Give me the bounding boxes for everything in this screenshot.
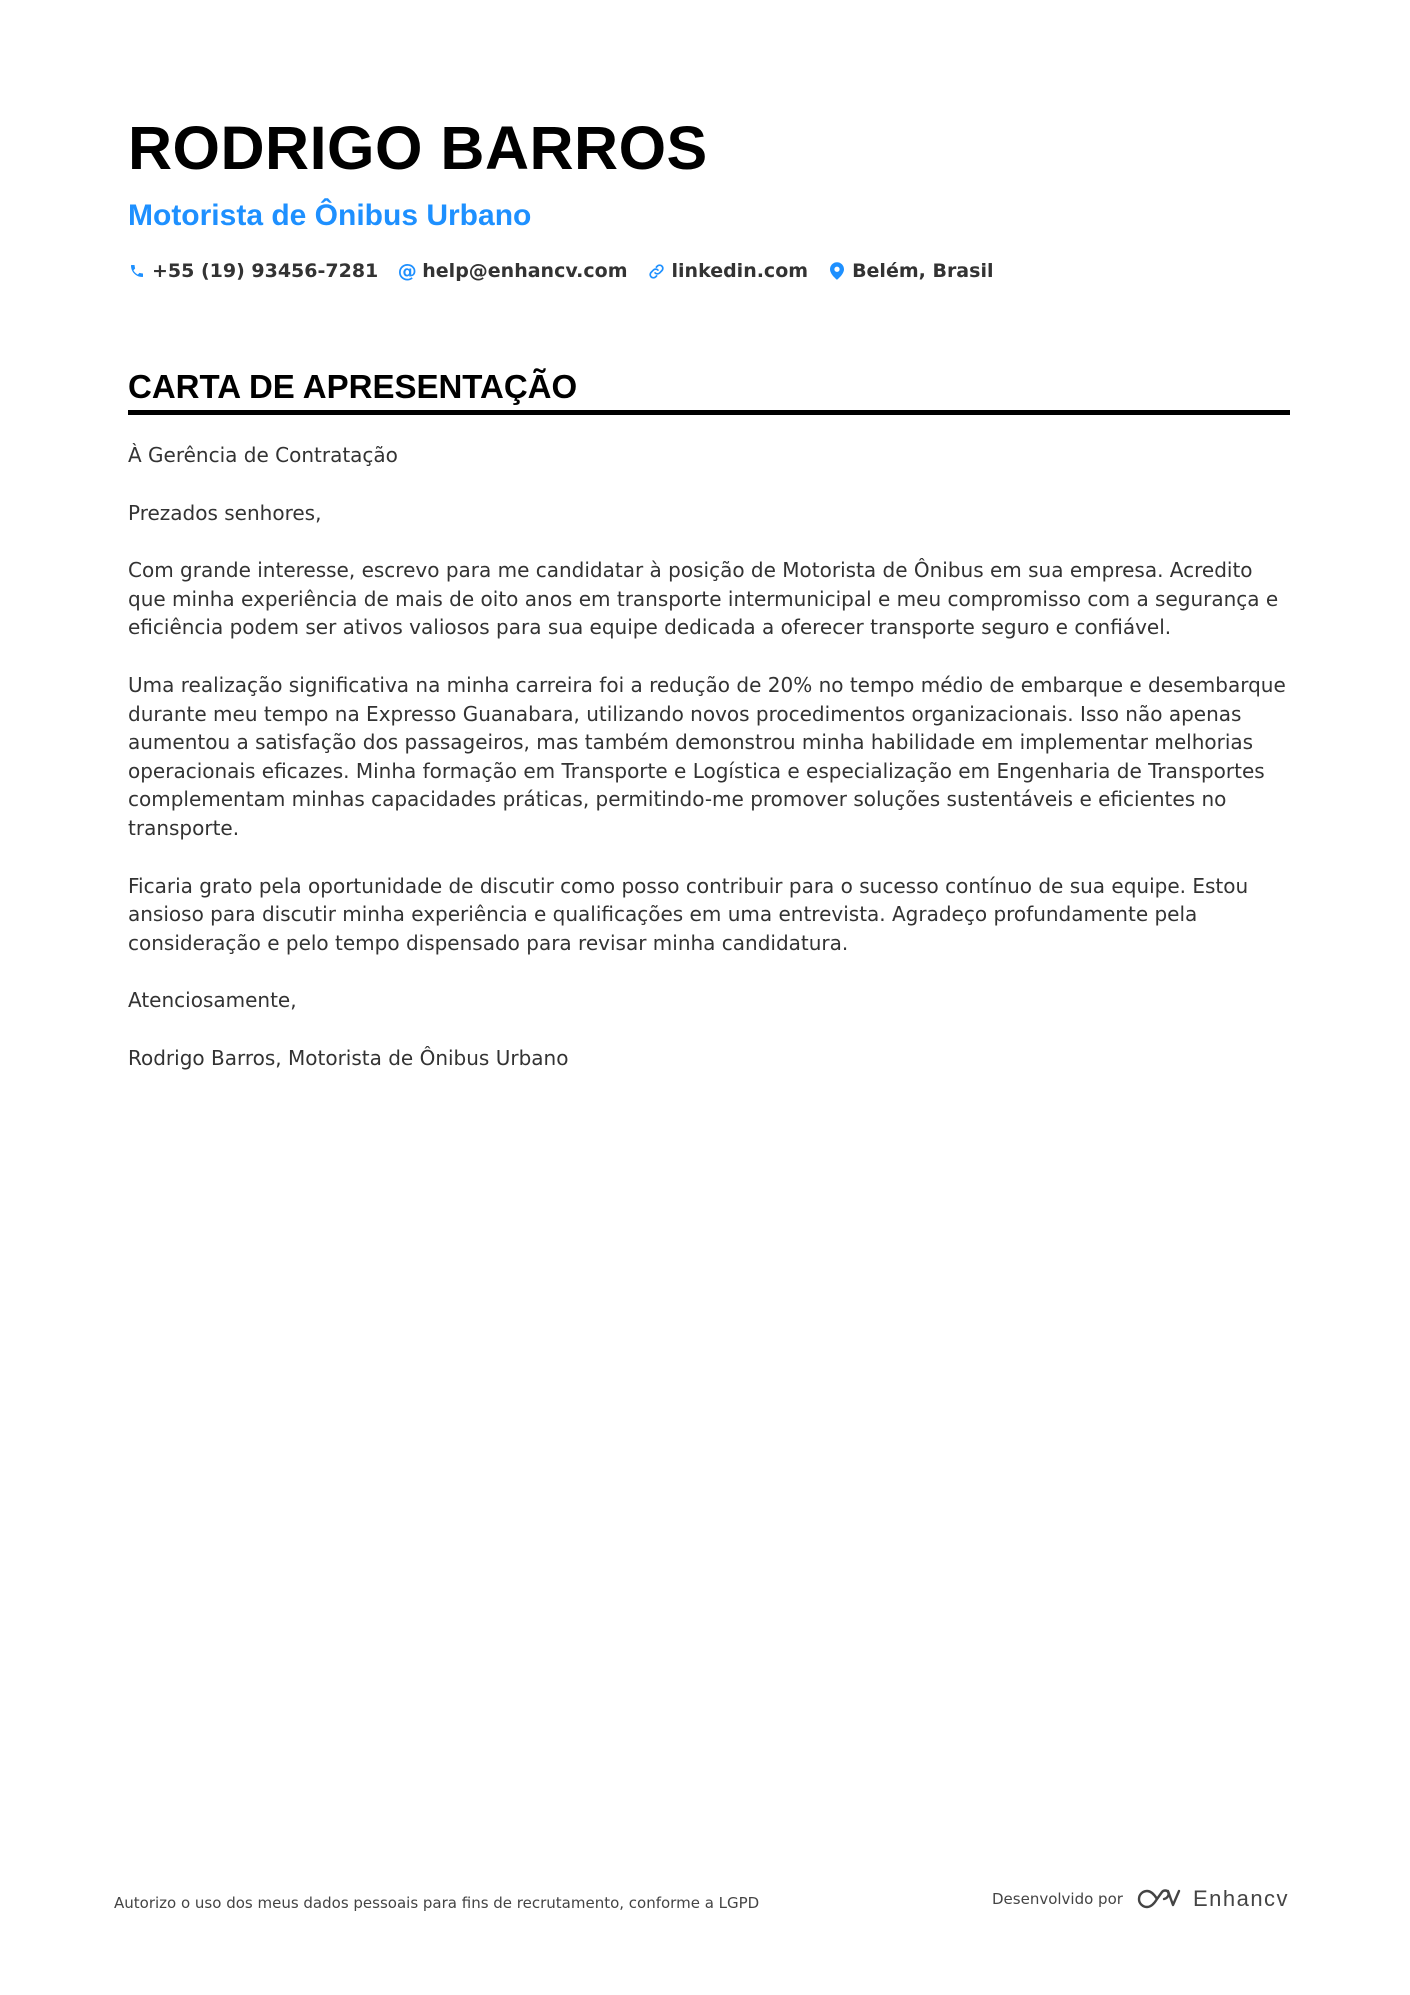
candidate-title: Motorista de Ônibus Urbano [128,199,532,232]
candidate-name: RODRIGO BARROS [128,114,708,182]
footer-consent: Autorizo o uso dos meus dados pessoais para fins de recrutamento, conforme a LGPD [114,1894,760,1912]
letter-paragraph: Ficaria grato pela oportunidade de discutir como posso contribuir para o sucesso contínuo de sua equipe. Estou ansioso para discutir minha experiência e qualificações em uma entrevista. Agradeço profundamente pela consideração e pelo tempo dispensado para revisar minha candidatura. [128,873,1249,955]
enhancv-logo-icon [1135,1887,1181,1911]
powered-by-label: Desenvolvido por [992,1890,1123,1908]
letter-body [128,441,1290,1073]
header [128,112,1288,282]
letter-greeting: Prezados senhores, [128,500,322,525]
letter-signature: Rodrigo Barros, Motorista de Ônibus Urbano [128,1045,569,1070]
contact-phone [128,260,378,282]
contact-bar [128,260,1288,282]
section-title: CARTA DE APRESENTAÇÃO [128,366,1290,415]
cover-letter-section [128,366,1290,1102]
phone-icon [128,262,146,280]
letter-closing: Atenciosamente, [128,988,297,1013]
contact-location [828,260,993,282]
location-pin-icon [828,262,846,280]
contact-linkedin [648,260,809,282]
footer-powered-by [992,1886,1289,1912]
linkedin-text: linkedin.com [671,260,809,282]
letter-paragraph: Uma realização significativa na minha carreira foi a redução de 20% no tempo médio de embarque e desembarque durante meu tempo na Expresso Guanabara, utilizando novos procedimentos organizacionais. Isso não apenas aumentou a satisfação dos passageiros, mas também demonstrou minha habilidade em implementar melhorias operacionais eficazes. Minha formação em Transporte e Logística e especialização em Engenharia de Transportes complementam minhas capacidades práticas, permitindo-me promover soluções sustentáveis e eficientes no transporte. [128,672,1286,840]
location-text: Belém, Brasil [852,260,994,282]
email-text: help@enhancv.com [422,260,628,282]
letter-paragraph: Com grande interesse, escrevo para me candidatar à posição de Motorista de Ônibus em sua empresa. Acredito que minha experiência de mais de oito anos em transporte intermunicipal e meu compromisso com a segurança e eficiência podem ser ativos valiosos para sua equipe dedicada a oferecer transporte seguro e confiável. [128,558,1279,640]
phone-text: +55 (19) 93456-7281 [152,260,379,282]
at-icon: @ [397,260,417,282]
link-icon [648,262,666,280]
letter-recipient: À Gerência de Contratação [128,443,398,467]
contact-email [398,260,627,282]
enhancv-brand: Enhancv [1192,1886,1290,1911]
